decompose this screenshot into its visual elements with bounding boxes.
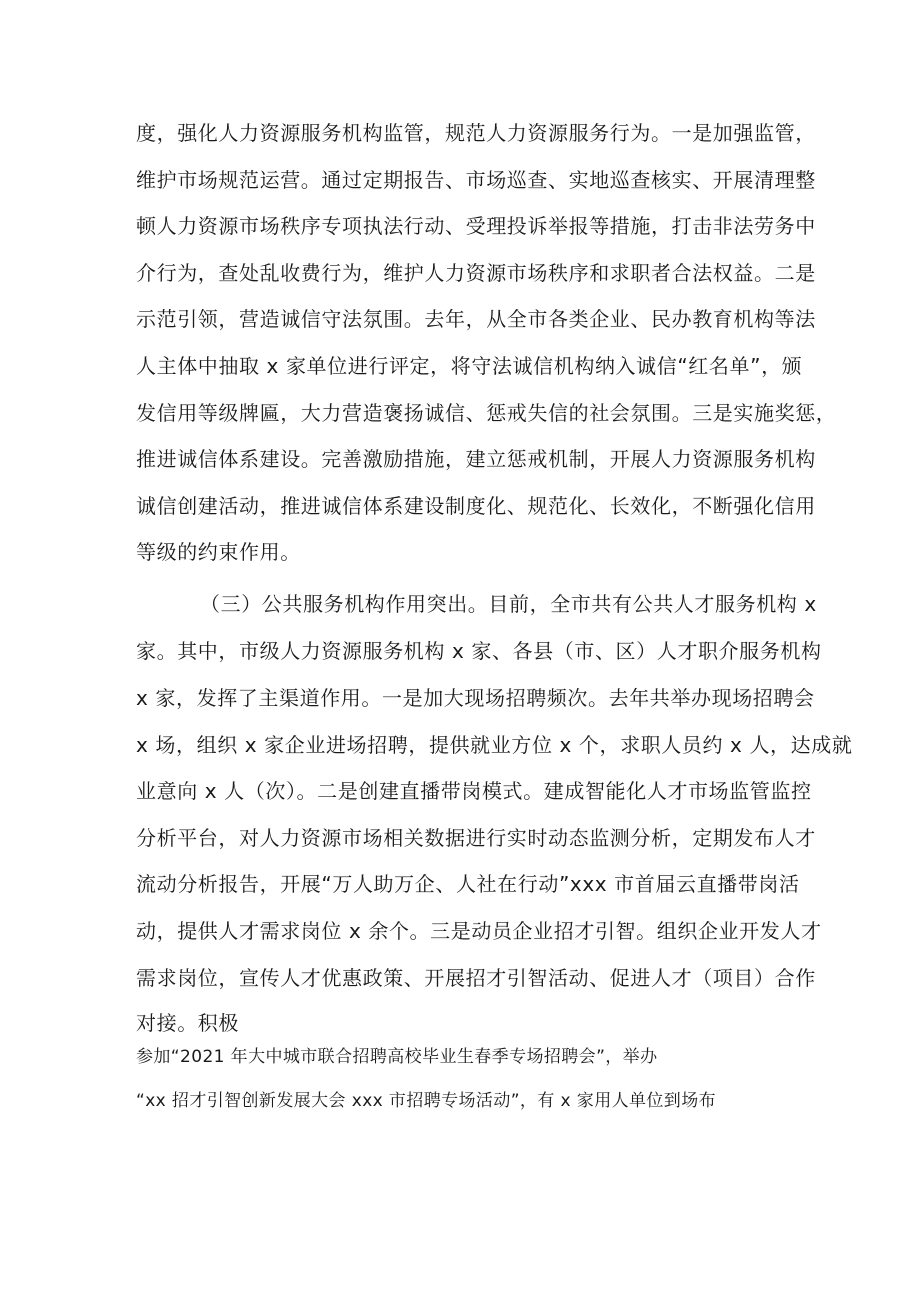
text-line: 发信用等级牌匾，大力营造褒扬诚信、惩戒失信的社会氛围。三是实施奖惩，	[136, 401, 837, 425]
text-line: 等级的约束作用。	[136, 540, 301, 564]
text-line: 介行为，查处乱收费行为，维护人力资源市场秩序和求职者合法权益。二是	[136, 261, 816, 285]
text-line: 流动分析报告，开展“万人助万企、人社在行动”xxx 市首届云直播带岗活	[136, 872, 800, 896]
text-line: 需求岗位，宣传人才优惠政策、开展招才引智活动、促进人才（项目）合作	[136, 966, 816, 990]
text-line: 分析平台，对人力资源市场相关数据进行实时动态监测分析，定期发布人才	[136, 826, 816, 850]
text-line: 诚信创建活动，推进诚信体系建设制度化、规范化、长效化，不断强化信用	[136, 494, 816, 518]
text-line: x 家，发挥了主渠道作用。一是加大现场招聘频次。去年共举办现场招聘会	[136, 686, 815, 710]
text-line: 业意向 x 人（次）。二是创建直播带岗模式。建成智能化人才市场监管监控	[136, 779, 812, 803]
text-line: x 场，组织 x 家企业进场招聘，提供就业方位 x 个，求职人员约 x 人，达成就	[136, 733, 853, 757]
text-line: 度，强化人力资源服务机构监管，规范人力资源服务行为。一是加强监管，	[136, 121, 816, 145]
text-line: 顿人力资源市场秩序专项执法行动、受理投诉举报等措施，打击非法劳务中	[136, 214, 816, 238]
text-line: 示范引领，营造诚信守法氛围。去年，从全市各类企业、民办教育机构等法	[136, 307, 816, 331]
text-line: 人主体中抽取 x 家单位进行评定，将守法诚信机构纳入诚信“红名单”，颁	[136, 354, 803, 378]
text-line: 家。其中，市级人力资源服务机构 x 家、各县（市、区）人才职介服务机构	[136, 639, 822, 663]
text-line: 动，提供人才需求岗位 x 余个。三是动员企业招才引智。组织企业开发人才	[136, 919, 822, 943]
text-line: 参加“2021 年大中城市联合招聘高校毕业生春季专场招聘会”，举办	[136, 1047, 658, 1067]
text-line: 对接。积极	[136, 1011, 239, 1035]
text-line: 推进诚信体系建设。完善激励措施，建立惩戒机制，开展人力资源服务机构	[136, 447, 816, 471]
section-heading-line: （三）公共服务机构作用突出。目前，全市共有公共人才服务机构 x	[200, 592, 817, 616]
text-line: 维护市场规范运营。通过定期报告、市场巡查、实地巡查核实、开展清理整	[136, 168, 816, 192]
text-line: “xx 招才引智创新发展大会 xxx 市招聘专场活动”，有 x 家用人单位到场布	[136, 1091, 716, 1111]
